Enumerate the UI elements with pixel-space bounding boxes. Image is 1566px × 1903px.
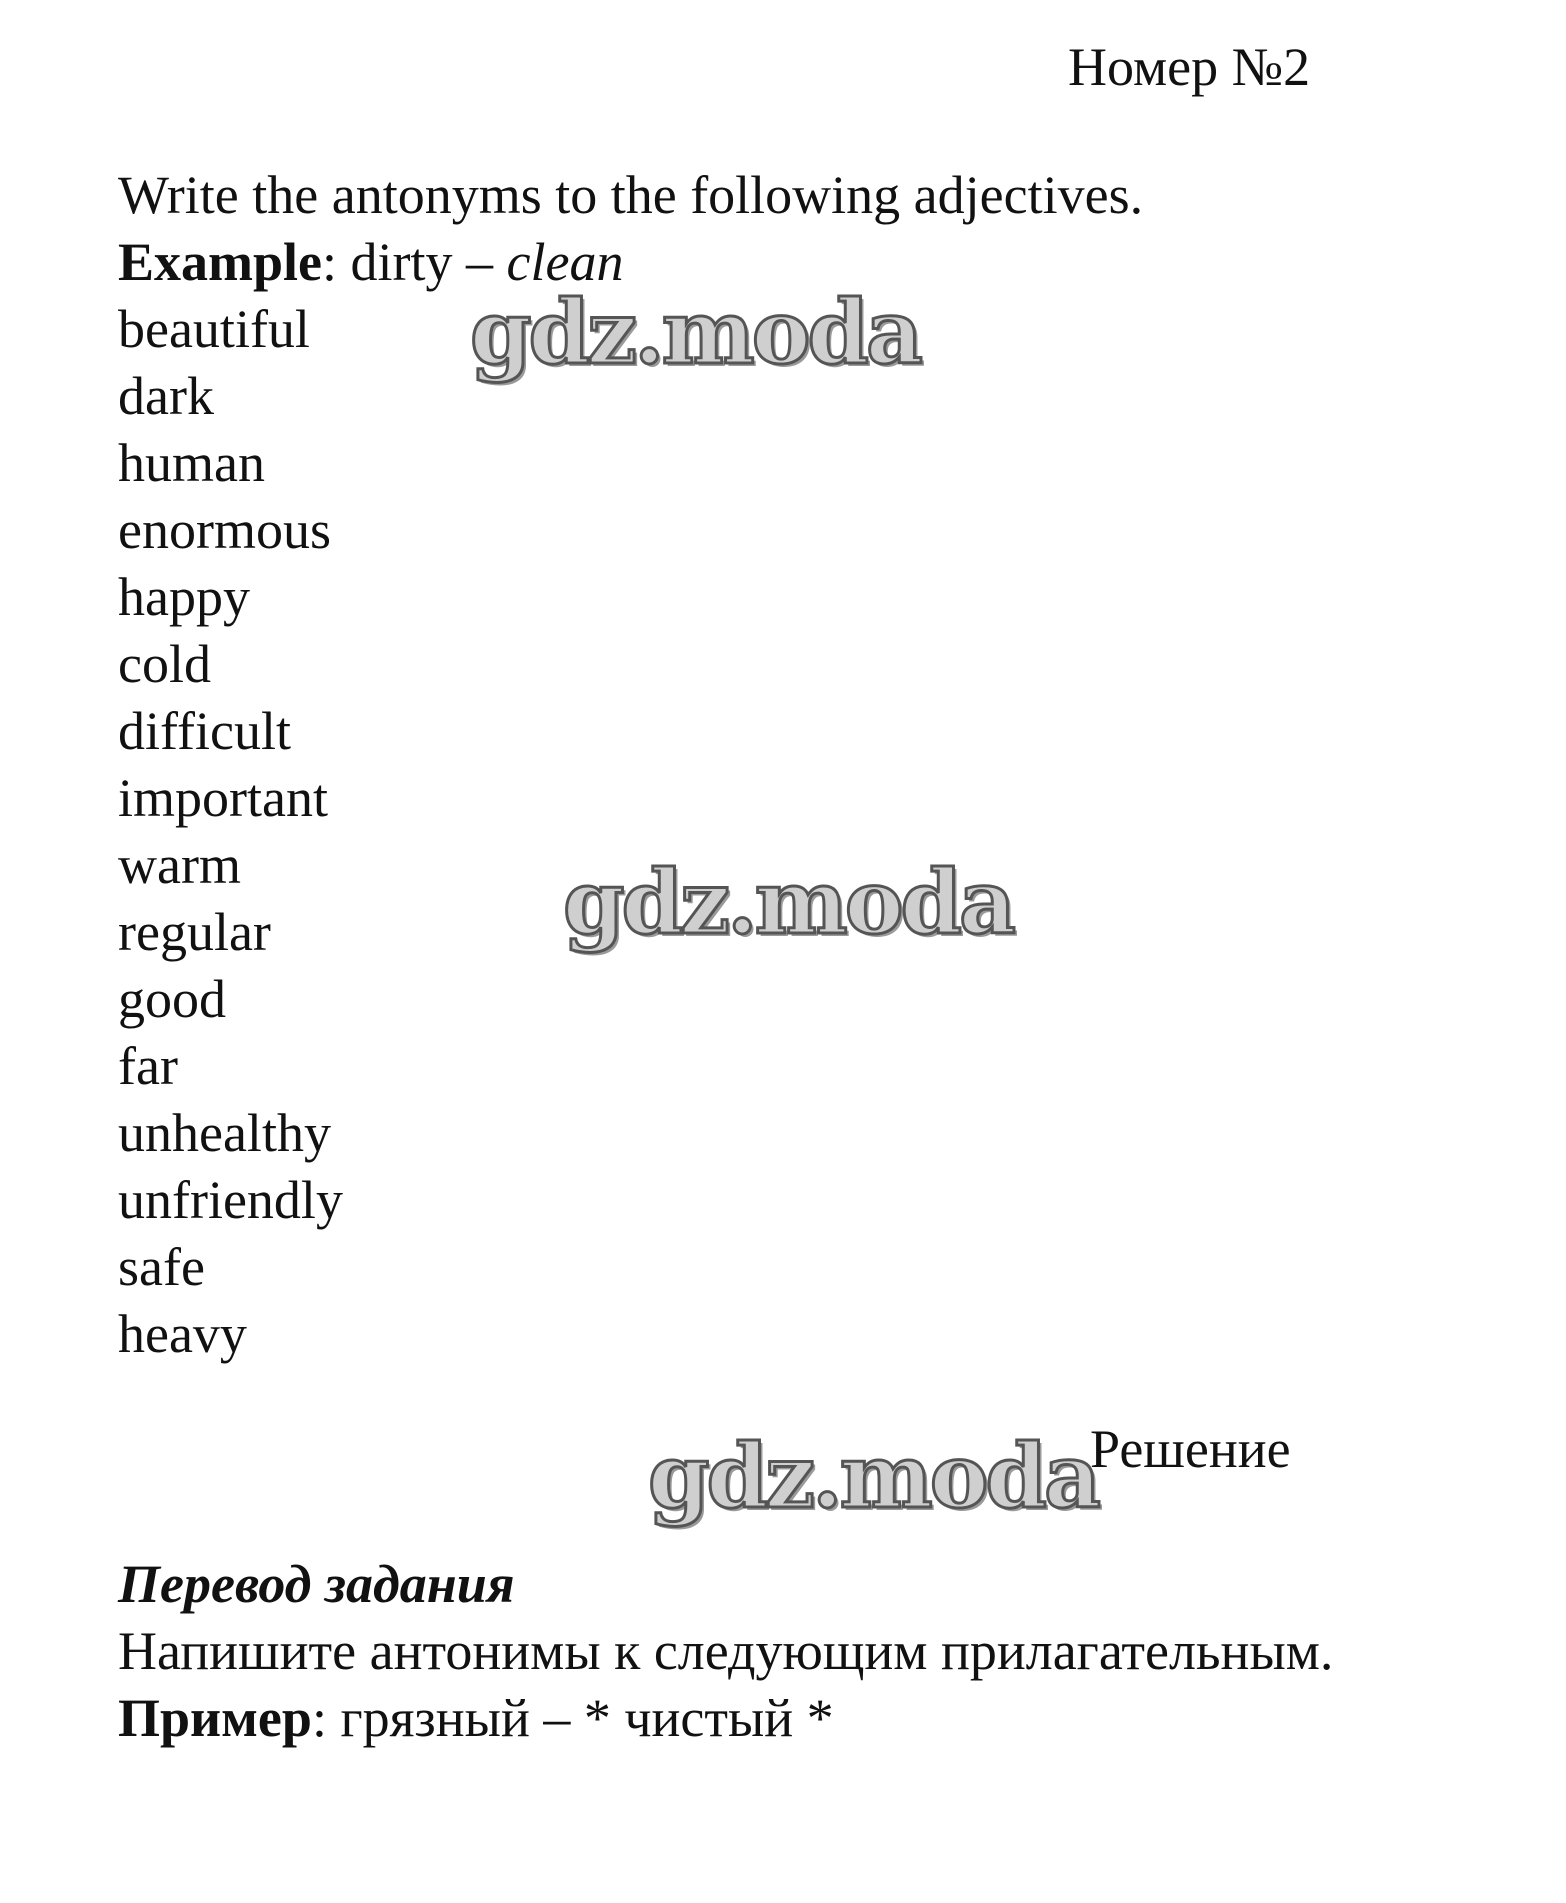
example-answer: clean: [506, 232, 624, 292]
translation-example-text: : грязный – * чистый *: [311, 1688, 834, 1748]
adjective-item: regular: [118, 902, 271, 962]
translation-section: [118, 1551, 1333, 1752]
example-label: Example: [118, 232, 323, 292]
adjective-list: [118, 296, 1143, 1368]
translation-heading: Перевод задания: [118, 1554, 515, 1614]
adjective-item: far: [118, 1036, 178, 1096]
example-dash: –: [452, 232, 507, 292]
watermark-logo: gdz.moda: [470, 280, 921, 384]
watermark-logo: gdz.moda: [648, 1424, 1099, 1528]
adjective-item: enormous: [118, 500, 331, 560]
adjective-item: cold: [118, 634, 211, 694]
adjective-item: warm: [118, 835, 241, 895]
adjective-item: difficult: [118, 701, 291, 761]
exercise-number-title: Номер №2: [1068, 37, 1311, 97]
watermark-logo: gdz.moda: [563, 850, 1014, 954]
translation-example-label: Пример: [118, 1688, 312, 1748]
adjective-item: good: [118, 969, 226, 1029]
adjective-item: dark: [118, 366, 214, 426]
adjective-item: heavy: [118, 1304, 247, 1364]
example-word: dirty: [350, 232, 453, 292]
adjective-item: human: [118, 433, 265, 493]
translation-instruction: Напишите антонимы к следующим прилагательным.: [118, 1621, 1334, 1681]
adjective-item: unhealthy: [118, 1103, 331, 1163]
solution-label: Решение: [1090, 1419, 1291, 1479]
adjective-item: happy: [118, 567, 250, 627]
adjective-item: beautiful: [118, 299, 310, 359]
example-separator: :: [322, 232, 351, 292]
translation-example-line: [118, 1685, 1333, 1752]
adjective-item: important: [118, 768, 328, 828]
adjective-item: unfriendly: [118, 1170, 343, 1230]
task-instruction: Write the antonyms to the following adjectives.: [118, 165, 1144, 225]
adjective-item: safe: [118, 1237, 205, 1297]
